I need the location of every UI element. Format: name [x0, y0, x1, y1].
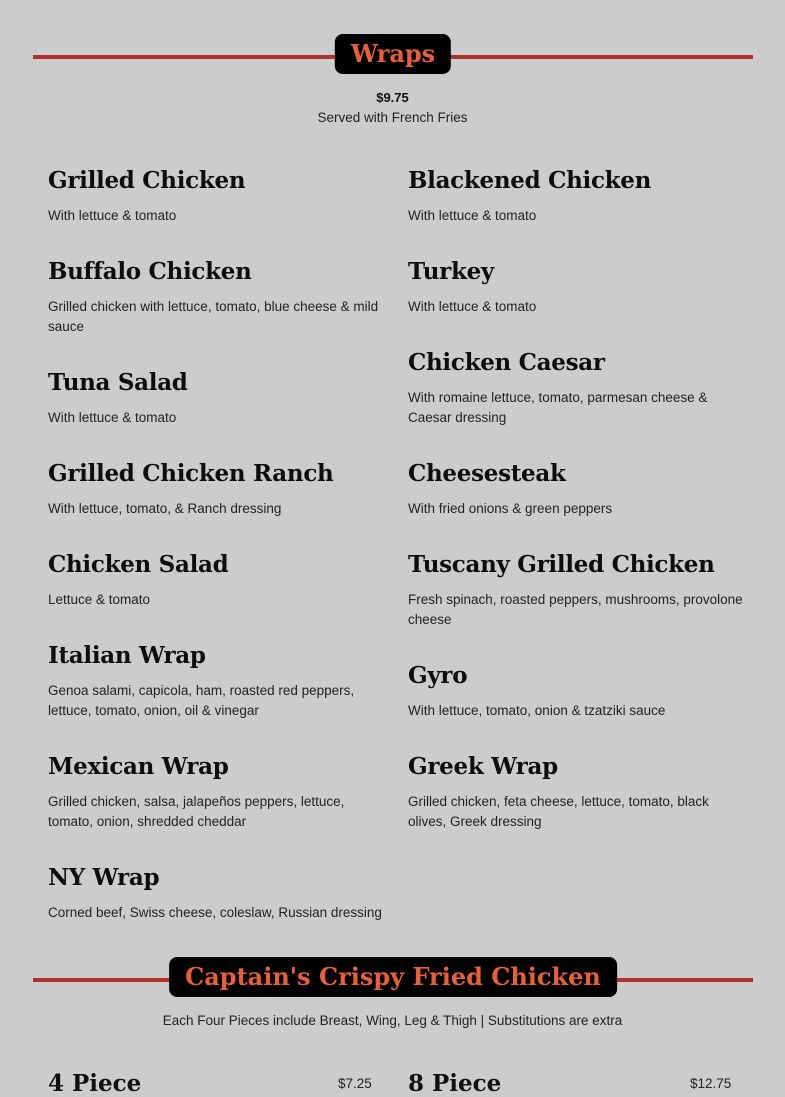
item-name: Blackened Chicken	[408, 167, 652, 194]
menu-item	[48, 166, 388, 226]
item-name: Buffalo Chicken	[48, 258, 252, 285]
menu-item	[408, 752, 748, 832]
menu-item	[48, 550, 388, 610]
item-name: 4 Piece	[48, 1070, 142, 1097]
item-name: Mexican Wrap	[48, 753, 229, 780]
menu-item	[408, 459, 748, 519]
item-description: Fresh spinach, roasted peppers, mushrooms, provolone cheese	[408, 592, 743, 627]
item-description: Genoa salami, capicola, ham, roasted red peppers, lettuce, tomato, onion, oil & vinegar	[48, 683, 355, 718]
wraps-subtitle: Served with French Fries	[317, 110, 468, 125]
item-name: Chicken Salad	[48, 551, 229, 578]
item-name: Greek Wrap	[408, 753, 558, 780]
item-name: Turkey	[408, 258, 494, 285]
item-price: $12.75	[690, 1076, 732, 1091]
wraps-section-header	[33, 34, 753, 74]
section-title: Captain's Crispy Fried Chicken	[169, 957, 617, 997]
item-description: With lettuce, tomato, onion & tzatziki sauce	[408, 703, 666, 718]
item-description: Lettuce & tomato	[48, 592, 151, 607]
item-name: NY Wrap	[48, 864, 160, 891]
item-description: Corned beef, Swiss cheese, coleslaw, Russian dressing	[48, 905, 382, 920]
item-name: Italian Wrap	[48, 642, 206, 669]
item-name: 8 Piece	[408, 1070, 502, 1097]
item-name: Grilled Chicken	[48, 167, 246, 194]
menu-item	[408, 348, 748, 428]
item-description: Grilled chicken, feta cheese, lettuce, tomato, black olives, Greek dressing	[408, 794, 709, 829]
menu-item	[408, 166, 748, 226]
menu-item	[48, 368, 388, 428]
item-description: With fried onions & green peppers	[408, 501, 613, 516]
menu-item	[408, 257, 748, 317]
menu-item	[408, 661, 748, 721]
menu-item	[48, 257, 388, 337]
item-description: With lettuce & tomato	[408, 299, 537, 314]
menu-item	[48, 459, 388, 519]
wraps-price: $9.75	[376, 90, 409, 105]
chicken-subtitle: Each Four Pieces include Breast, Wing, Leg & Thigh | Substitutions are extra	[162, 1013, 623, 1028]
item-description: Grilled chicken with lettuce, tomato, blue cheese & mild sauce	[48, 299, 379, 334]
item-description: With lettuce & tomato	[48, 410, 177, 425]
item-description: With romaine lettuce, tomato, parmesan cheese & Caesar dressing	[408, 390, 708, 425]
menu-item	[408, 550, 748, 630]
item-name: Tuscany Grilled Chicken	[408, 551, 715, 578]
item-description: With lettuce & tomato	[48, 208, 177, 223]
item-name: Gyro	[408, 662, 468, 689]
item-name: Cheesesteak	[408, 460, 566, 487]
item-name: Tuna Salad	[48, 369, 188, 396]
item-name: Grilled Chicken Ranch	[48, 460, 334, 487]
item-description: With lettuce & tomato	[408, 208, 537, 223]
menu-item	[48, 863, 388, 923]
item-name: Chicken Caesar	[408, 349, 605, 376]
menu-item	[48, 752, 388, 832]
item-price: $7.25	[338, 1076, 372, 1091]
item-description: Grilled chicken, salsa, jalapeños peppers, lettuce, tomato, onion, shredded cheddar	[48, 794, 345, 829]
chicken-section-header	[33, 957, 753, 997]
section-title: Wraps	[335, 34, 451, 74]
menu-item	[48, 641, 388, 721]
item-description: With lettuce, tomato, & Ranch dressing	[48, 501, 282, 516]
